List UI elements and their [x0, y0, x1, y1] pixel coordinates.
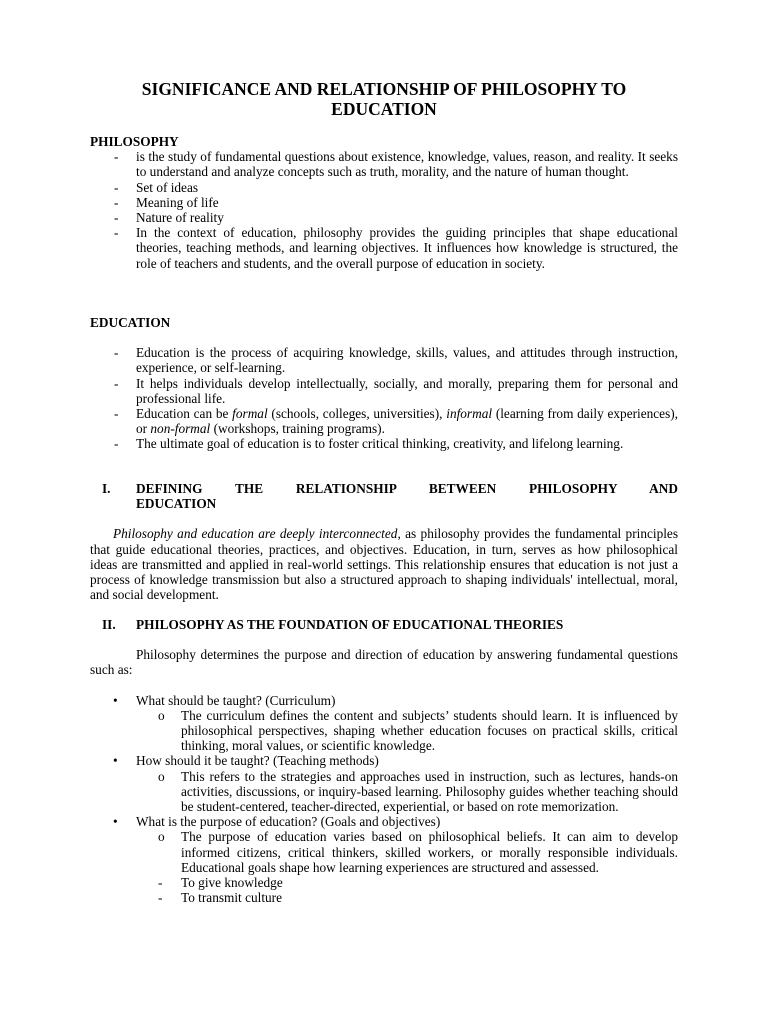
text-run: Education can be: [136, 406, 233, 422]
education-section: [90, 315, 678, 452]
section-1-heading-line: DEFINING THE RELATIONSHIP BETWEEN PHILOSOPHY AND: [136, 481, 678, 496]
list-item: - is the study of fundamental questions about existence, knowledge, values, reason, and reality. It seeks to understand and analyze concepts such as truth, morality, and the nature of human thought.: [90, 149, 678, 179]
section-1-heading-line: EDUCATION: [136, 496, 217, 512]
question-item: [90, 693, 678, 754]
section-2-intro: Philosophy determines the purpose and direction of education by answering fundamental questions such as:: [90, 647, 678, 678]
text-run: (workshops, training programs).: [210, 421, 385, 437]
section-2: [90, 617, 678, 905]
section-2-heading: [90, 617, 678, 632]
section-2-number: II.: [102, 617, 116, 632]
informal-term: informal: [446, 406, 493, 422]
circle-bullet-icon: o: [158, 829, 165, 845]
list-item: - The ultimate goal of education is to foster critical thinking, creativity, and lifelong learning.: [90, 436, 678, 451]
question-item: [90, 814, 678, 905]
answer-item: [90, 829, 678, 875]
purpose-item: - To transmit culture: [90, 890, 678, 905]
answer-text: The curriculum defines the content and subjects’ students should learn. It is influenced by philosophical perspectives, shaping whether education focuses on practical skills, critical thinking, moral values, or scientific knowledge.: [181, 707, 678, 754]
document-title: SIGNIFICANCE AND RELATIONSHIP OF PHILOSOPHY TO EDUCATION: [141, 79, 627, 119]
paragraph-text: , as philosophy provides the fundamental principles that guide educational theories, practices, and objectives. Education, in turn, serves as how philosophical ideas are transmitted and applied in real-world settings. This relationship ensures that education is not just a process of knowledge transmission but also a structured approach to shaping individuals' intellectual, moral, and social development.: [90, 526, 678, 603]
italic-phrase: Philosophy and education are deeply interconnected: [113, 526, 398, 542]
section-1-paragraph: [90, 526, 678, 602]
section-2-heading-text: PHILOSOPHY AS THE FOUNDATION OF EDUCATIONAL THEORIES: [136, 617, 564, 632]
section-1-heading: [90, 481, 678, 511]
non-formal-term: non-formal: [150, 421, 211, 437]
bullet-icon: •: [113, 692, 118, 708]
text-run: (learning from daily experiences), or: [136, 406, 679, 437]
answer-text: The purpose of education varies based on philosophical beliefs. It can aim to develop informed citizens, critical thinkers, skilled workers, or morally responsible individuals. Educational goals shape how learning experiences are structured and assessed.: [181, 829, 678, 875]
bullet-icon: •: [113, 753, 118, 769]
answer-item: [90, 769, 678, 815]
section-1: [90, 481, 678, 602]
section-1-number: I.: [102, 481, 111, 496]
answer-text: This refers to the strategies and approaches used in instruction, such as lectures, hands-on activities, discussions, or inquiry-based learning. Philosophy guides whether teaching should be student-centered, teacher-directed, experiential, or based on rote memorization.: [181, 768, 678, 815]
question-item: [90, 753, 678, 814]
education-list: [90, 345, 678, 451]
philosophy-heading: PHILOSOPHY: [90, 134, 179, 149]
bullet-icon: •: [113, 814, 118, 830]
philosophy-section: [90, 134, 678, 271]
circle-bullet-icon: o: [158, 768, 165, 784]
list-item: - Nature of reality: [90, 210, 678, 225]
circle-bullet-icon: o: [158, 707, 165, 723]
question-text: What is the purpose of education? (Goals and objectives): [136, 814, 441, 830]
purpose-list: [136, 875, 678, 905]
question-text: How should it be taught? (Teaching methods): [136, 753, 379, 769]
list-item: [90, 406, 678, 436]
question-text: What should be taught? (Curriculum): [136, 692, 336, 708]
philosophy-list: [90, 149, 678, 271]
formal-term: formal: [232, 406, 268, 422]
list-item: - In the context of education, philosophy provides the guiding principles that shape educational theories, teaching methods, and learning objectives. It influences how knowledge is structured, the role of teachers and students, and the overall purpose of education in society.: [90, 225, 678, 271]
list-item: - Education is the process of acquiring knowledge, skills, values, and attitudes through instruction, experience, or self-learning.: [90, 345, 678, 375]
answer-list: [136, 829, 678, 875]
list-item: - Meaning of life: [90, 195, 678, 210]
answer-item: [90, 708, 678, 754]
answer-list: [136, 769, 678, 815]
question-list: [90, 693, 678, 906]
list-item: - Set of ideas: [90, 180, 678, 195]
answer-list: [136, 708, 678, 754]
purpose-item: - To give knowledge: [90, 875, 678, 890]
list-item: - It helps individuals develop intellectually, socially, and morally, preparing them for personal and professional life.: [90, 376, 678, 406]
education-heading: EDUCATION: [90, 315, 171, 330]
text-run: (schools, colleges, universities),: [267, 406, 447, 422]
